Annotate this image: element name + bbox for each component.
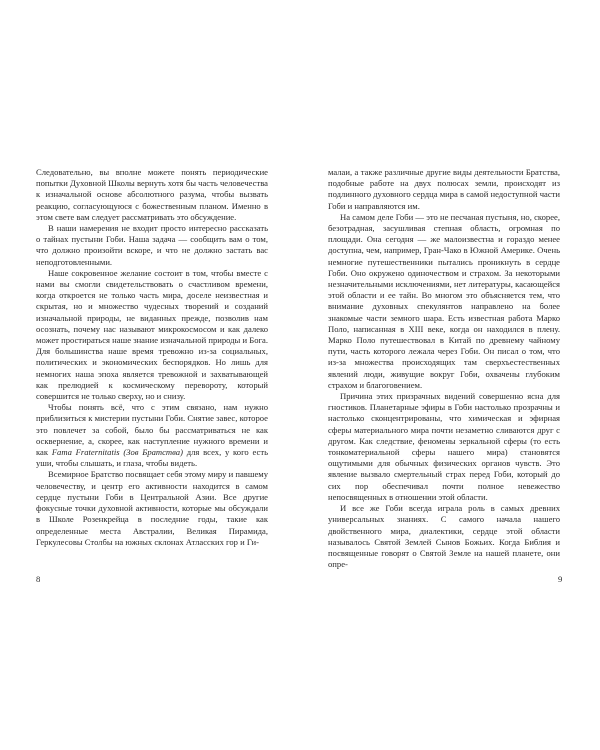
paragraph: Всемирное Братство посвящает себя этому миру и павшему человечеству, и центр его активности находится в самом сердце пустыни Гоби в Центральной Азии. Все другие фокусные точки духовной активности, которые мы обсуждали в Школе Розенкрейца в последние годы, такие как определенные места Австралии, Великая Пирамида, Геркулесовы Столбы на южных склонах Атласских гор и Ги- <box>36 469 268 547</box>
page-number: 8 <box>36 574 41 584</box>
italic-title: Fama Fraternitatis (Зов Братства) <box>51 447 183 458</box>
right-page <box>300 0 600 750</box>
paragraph: Причина этих призрачных видений совершенно ясна для гностиков. Планетарные эфиры в Гоби настолько прозрачны и настолько сконцентрированы, что химическая и эфирная сферы материального мира почти незаметно сливаются друг с другом. Как следствие, феномены зеркальной сферы (то есть тонкоматериальной сферы нашего мира) становятся ощутимыми для обычных физических органов чувств. Это явление вызвало смертельный страх перед Гоби, который до сих пор обеспечивал почти полное невежество непосвященных в отношении этой области. <box>328 391 560 502</box>
paragraph-text: Чтобы понять всё, что с этим связано, нам нужно приблизиться к мистерии пустыни Гоби. Снятие завес, которое это повлечет за собой, было бы рассматриваться не как осквернение, а, скорее, как наступление нужного времени и как <box>36 402 268 458</box>
left-page-text <box>36 167 268 548</box>
paragraph: малаи, а также различные другие виды деятельности Братства, подобные работе на двух полюсах земли, происходят из подлинного духовного сердца мира в самой недоступной части Гоби и направляются им. <box>328 167 560 211</box>
paragraph-text: для всех, у кого есть уши, чтобы слышать, и глаза, чтобы видеть. <box>36 447 268 469</box>
paragraph: В наши намерения не входит просто интересно рассказать о тайнах пустыни Гоби. Наша задача — сообщить вам о том, что должно произойти вскоре, и что не должно застать вас неподготовленными. <box>36 223 268 267</box>
paragraph: Следовательно, вы вполне можете понять периодические попытки Духовной Школы вернуть хотя бы часть человечества к изначальной основе абсолютного разума, чтобы вызвать реакцию, согласующуюся с божественным планом. Именно в этом свете вам следует рассматривать это обсуждение. <box>36 167 268 222</box>
paragraph: На самом деле Гоби — это не песчаная пустыня, но, скорее, безотрадная, засушливая степная область, огромная по площади. Она сегодня — же малоизвестна и гораздо менее доступна, чем, например, Гран-Чако в Южной Америке. Очень немногие путешественники пытались проникнуть в сердце Гоби. Оно окружено одиночеством и страхом. За некоторыми незначительными исключениями, нет литературы, касающейся этой области и ее тайн. Во многом это объясняется тем, что внимание духовных спекулянтов направлено на более знакомые части земного шара. Есть известная работа Марко Поло, написанная в XIII веке, когда он находился в плену. Марко Поло путешествовал в Китай по древнему чайному пути, часть которого лежала через Гоби. Он писал о том, что из-за множества происходящих там сверхъестественных явлений люди, живущие вокруг Гоби, охвачены глубоким страхом и благоговением. <box>328 211 560 390</box>
paragraph: Наше сокровенное желание состоит в том, чтобы вместе с нами вы смогли свидетельствовать о счастливом времени, когда откроется не только часть мира, доселе неизвестная и скрытая, но и множество чудесных творений и созданий изначальной природы, не виданных прежде, позволив нам осознать, почему нас называют микрокосмосом и как далеко может простираться наше знание изначальной природы и Бога. Для большинства наше время тревожно из-за социальных, политических и экономических беспорядков. Но лишь для немногих наша эпоха является тревожной и захватывающей как прелюдией к космическому перевороту, который совершится не только сверху, но и снизу. <box>36 267 268 402</box>
right-page-text <box>328 167 560 570</box>
paragraph <box>36 402 268 469</box>
paragraph: И все же Гоби всегда играла роль в самых древних универсальных знаниях. С самого начала нашего двойственного мира, диалектики, сердце этой области называлось Святой Землей Сынов Божьих. Когда Библия и посвященные говорят о Святой Земле на нашей планете, они опре- <box>328 503 560 570</box>
page-number: 9 <box>558 574 563 584</box>
